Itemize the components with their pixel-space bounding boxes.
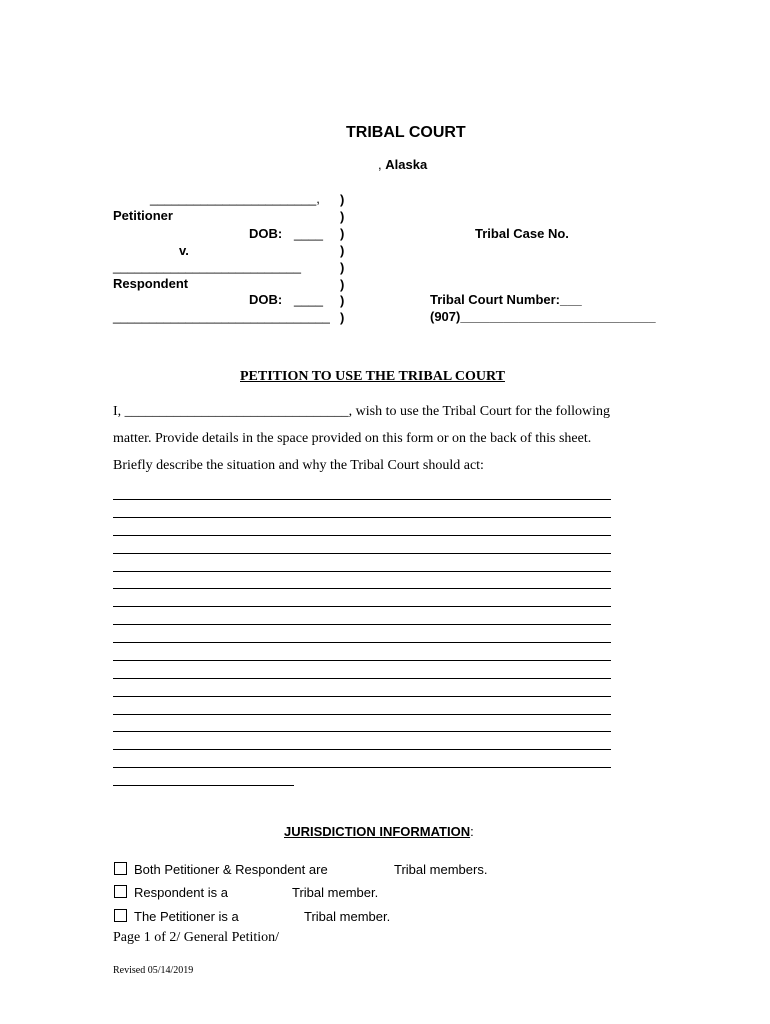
option-both-text-b: Tribal members. bbox=[394, 862, 488, 877]
petition-line-1-suffix: , wish to use the Tribal Court for the following bbox=[348, 404, 610, 419]
option-both-text: Both Petitioner & Respondent are bbox=[134, 862, 328, 877]
description-line[interactable] bbox=[113, 767, 611, 768]
caption-paren: ) bbox=[340, 243, 345, 258]
description-line-short[interactable] bbox=[113, 785, 294, 786]
petition-line-1 bbox=[113, 404, 610, 420]
petitioner-name-input[interactable]: ________________________________ bbox=[124, 404, 349, 419]
location-comma: , bbox=[378, 157, 382, 172]
jurisdiction-title-suffix: : bbox=[470, 824, 474, 839]
petition-line-1-prefix: I, bbox=[113, 404, 122, 419]
respondent-label: Respondent bbox=[113, 276, 189, 291]
respondent-dob-blank[interactable]: ____ bbox=[294, 292, 323, 307]
caption-paren: ) bbox=[340, 209, 345, 224]
respondent-name-blank[interactable]: __________________________ bbox=[113, 259, 301, 274]
case-number-label: Tribal Case No. bbox=[475, 226, 569, 241]
caption-paren: ) bbox=[340, 277, 345, 292]
option-petitioner-text-b: Tribal member. bbox=[304, 909, 391, 924]
caption-paren: ) bbox=[340, 260, 345, 275]
option-respondent-text: Respondent is a bbox=[134, 885, 228, 900]
court-number-label: Tribal Court Number:___ bbox=[430, 292, 582, 307]
location-line bbox=[378, 157, 427, 172]
caption-bottom-blank: ______________________________ bbox=[113, 309, 330, 324]
petitioner-label: Petitioner bbox=[113, 208, 173, 223]
petitioner-dob-blank[interactable]: ____ bbox=[294, 226, 323, 241]
description-line[interactable] bbox=[113, 731, 611, 732]
caption-paren: ) bbox=[340, 310, 345, 325]
petition-title: PETITION TO USE THE TRIBAL COURT bbox=[240, 369, 505, 384]
description-line[interactable] bbox=[113, 678, 611, 679]
description-line[interactable] bbox=[113, 749, 611, 750]
court-title: TRIBAL COURT bbox=[346, 124, 466, 141]
caption-paren: ) bbox=[340, 226, 345, 241]
jurisdiction-option-petitioner bbox=[114, 909, 239, 924]
description-line[interactable] bbox=[113, 696, 611, 697]
option-respondent-text-b: Tribal member. bbox=[292, 885, 379, 900]
description-line[interactable] bbox=[113, 624, 611, 625]
caption-paren: ) bbox=[340, 192, 345, 207]
description-line[interactable] bbox=[113, 553, 611, 554]
checkbox-petitioner-member[interactable] bbox=[114, 909, 127, 922]
page-info: Page 1 of 2/ General Petition/ bbox=[113, 930, 280, 945]
petition-line-2: matter. Provide details in the space provided on this form or on the back of this sheet. bbox=[113, 431, 592, 446]
description-line[interactable] bbox=[113, 606, 611, 607]
description-line[interactable] bbox=[113, 517, 611, 518]
petitioner-dob-label: DOB: bbox=[249, 226, 283, 241]
description-line[interactable] bbox=[113, 660, 611, 661]
description-line[interactable] bbox=[113, 588, 611, 589]
description-line[interactable] bbox=[113, 642, 611, 643]
jurisdiction-heading bbox=[284, 824, 474, 839]
court-number-value[interactable]: (907)___________________________ bbox=[430, 309, 656, 324]
option-petitioner-text: The Petitioner is a bbox=[134, 909, 239, 924]
petitioner-name-blank[interactable]: _______________________, bbox=[150, 191, 320, 206]
description-line[interactable] bbox=[113, 571, 611, 572]
checkbox-both-members[interactable] bbox=[114, 862, 127, 875]
description-line[interactable] bbox=[113, 535, 611, 536]
revised-date: Revised 05/14/2019 bbox=[113, 965, 194, 976]
jurisdiction-title: JURISDICTION INFORMATION bbox=[284, 824, 471, 839]
jurisdiction-option-both bbox=[114, 862, 328, 877]
description-line[interactable] bbox=[113, 499, 611, 500]
checkbox-respondent-member[interactable] bbox=[114, 885, 127, 898]
petition-line-3: Briefly describe the situation and why the Tribal Court should act: bbox=[113, 458, 484, 473]
versus-label: v. bbox=[179, 243, 189, 258]
caption-paren: ) bbox=[340, 293, 345, 308]
jurisdiction-option-respondent bbox=[114, 885, 228, 900]
respondent-dob-label: DOB: bbox=[249, 292, 283, 307]
description-line[interactable] bbox=[113, 714, 611, 715]
location-state: Alaska bbox=[385, 157, 428, 172]
